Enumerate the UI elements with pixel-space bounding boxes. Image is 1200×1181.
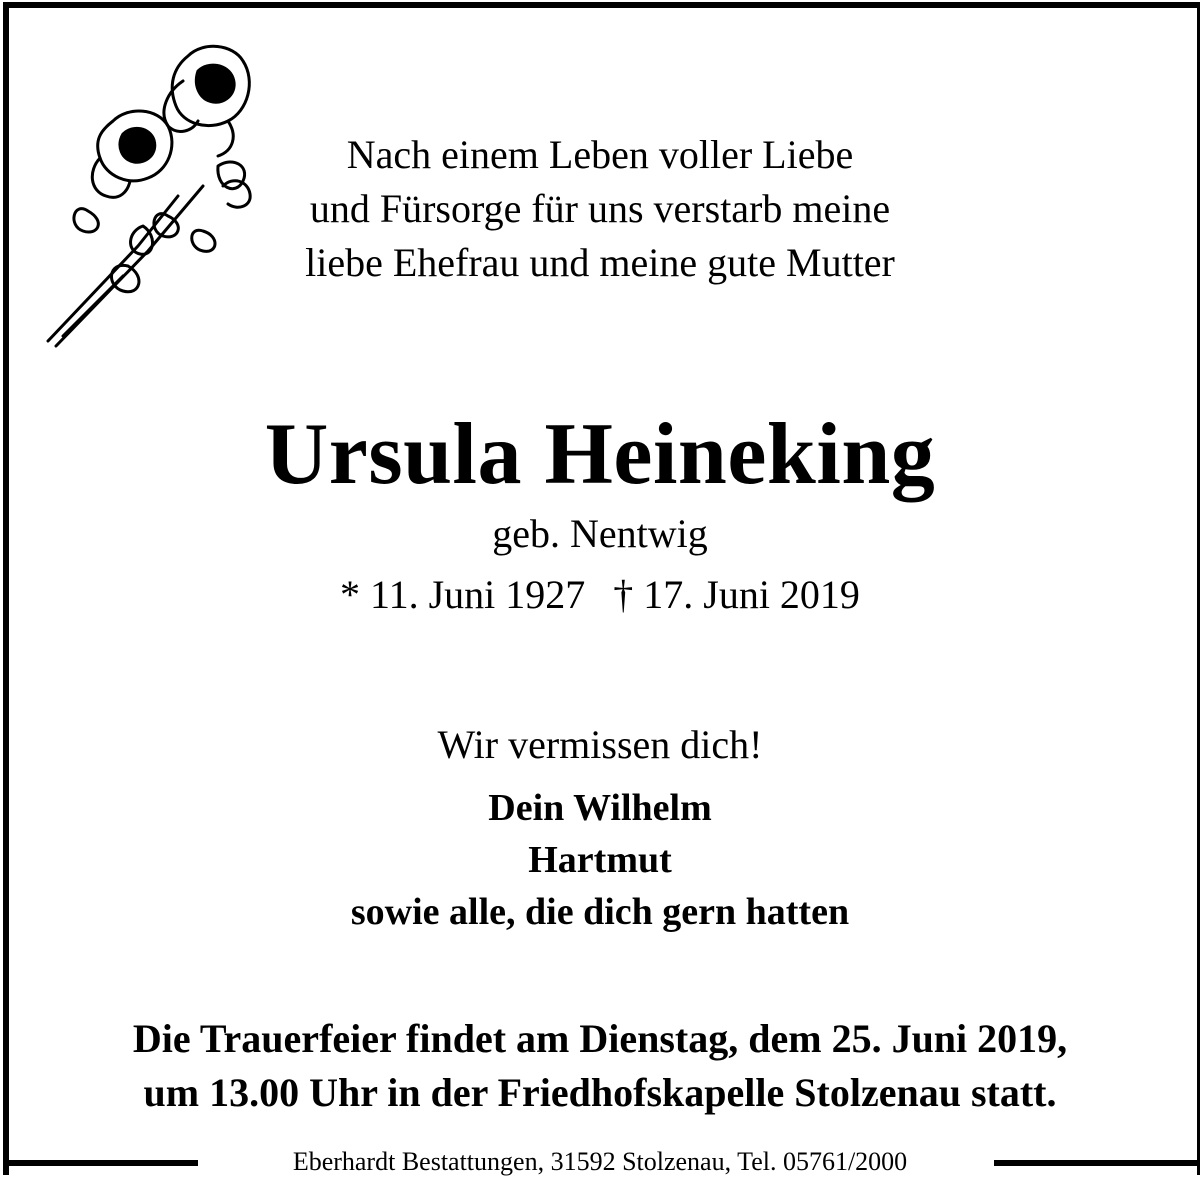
deceased-name: Ursula Heineking (264, 406, 936, 503)
mourner-name: sowie alle, die dich gern hatten (350, 891, 850, 933)
mourner-name: Hartmut (528, 839, 672, 881)
mourners-list (0, 782, 1200, 938)
funeral-home-footer: Eberhardt Bestattungen, 31592 Stolzenau, Tel. 05761/2000 (292, 1147, 908, 1176)
service-line: Die Trauerfeier findet am Dienstag, dem 25. Juni 2019, (132, 1016, 1068, 1061)
intro-text (150, 128, 1050, 290)
intro-line: liebe Ehefrau und meine gute Mutter (305, 240, 895, 285)
mourner-name: Dein Wilhelm (488, 787, 712, 829)
service-announcement (0, 1012, 1200, 1120)
intro-line: Nach einem Leben voller Liebe (346, 132, 854, 177)
life-dates (0, 570, 1200, 620)
intro-line: und Fürsorge für uns verstarb meine (309, 186, 891, 231)
maiden-name: geb. Nentwig (492, 511, 708, 556)
service-line: um 13.00 Uhr in der Friedhofskapelle Stolzenau statt. (143, 1070, 1057, 1115)
mourning-message: Wir vermissen dich! (437, 722, 763, 767)
birth-date: * 11. Juni 1927 (340, 572, 586, 617)
death-date: † 17. Juni 2019 (613, 572, 860, 617)
